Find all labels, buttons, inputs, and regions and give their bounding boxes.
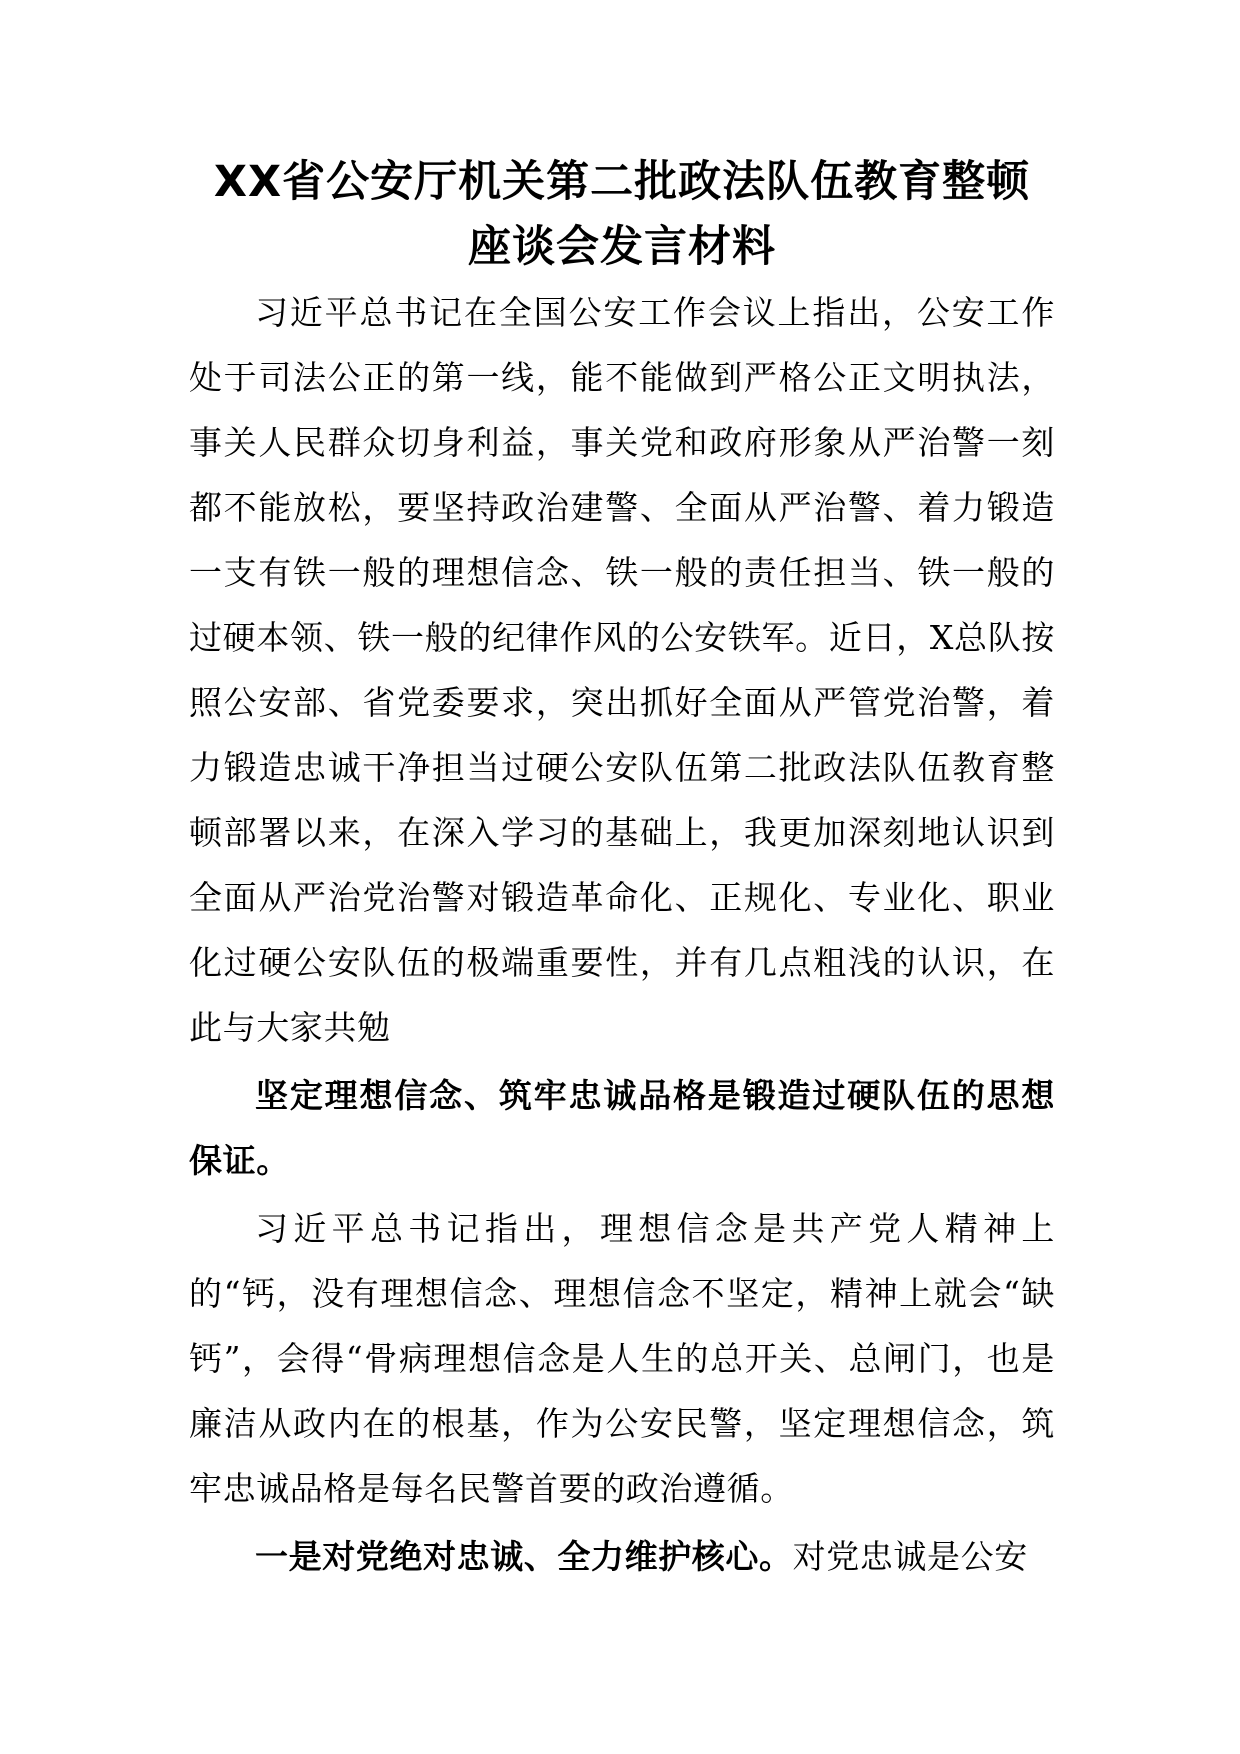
section-heading-1: 坚定理想信念、筑牢忠诚品格是锻造过硬队伍的思想保证。 [189, 1076, 1055, 1180]
body-paragraph-3 [189, 1524, 1055, 1589]
body-paragraph-1: 习近平总书记在全国公安工作会议上指出，公安工作处于司法公正的第一线，能不能做到严格公正文明执法，事关人民群众切身利益，事关党和政府形象从严治警一刻都不能放松，要坚持政治建警、全面从严治警、着力锻造一支有铁一般的理想信念、铁一般的责任担当、铁一般的过硬本领、铁一般的纪律作风的公安铁军。近日，X总队按照公安部、省党委要求，突出抓好全面从严管党治警，着力锻造忠诚干净担当过硬公安队伍第二批政法队伍教育整顿部署以来，在深入学习的基础上，我更加深刻地认识到全面从严治党治警对锻造革命化、正规化、专业化、职业化过硬公安队伍的极端重要性，并有几点粗浅的认识，在此与大家共勉 [189, 293, 1055, 1047]
title-line-1: XX省公安厅机关第二批政法队伍教育整顿 [213, 157, 1031, 207]
paragraph-3-lead: 一是对党绝对忠诚、全力维护核心。 [255, 1537, 793, 1576]
document-page [189, 150, 1055, 1589]
paragraph-3-text: 对党忠诚是公安 [792, 1537, 1028, 1576]
title-line-2: 座谈会发言材料 [468, 222, 776, 272]
body-paragraph-2: 习近平总书记指出，理想信念是共产党人精神上的“钙，没有理想信念、理想信念不坚定，精神上就会“缺钙”，会得“骨病理想信念是人生的总开关、总闸门，也是廉洁从政内在的根基，作为公安民警，坚定理想信念，筑牢忠诚品格是每名民警首要的政治遵循。 [189, 1209, 1055, 1508]
document-title [189, 150, 1055, 280]
